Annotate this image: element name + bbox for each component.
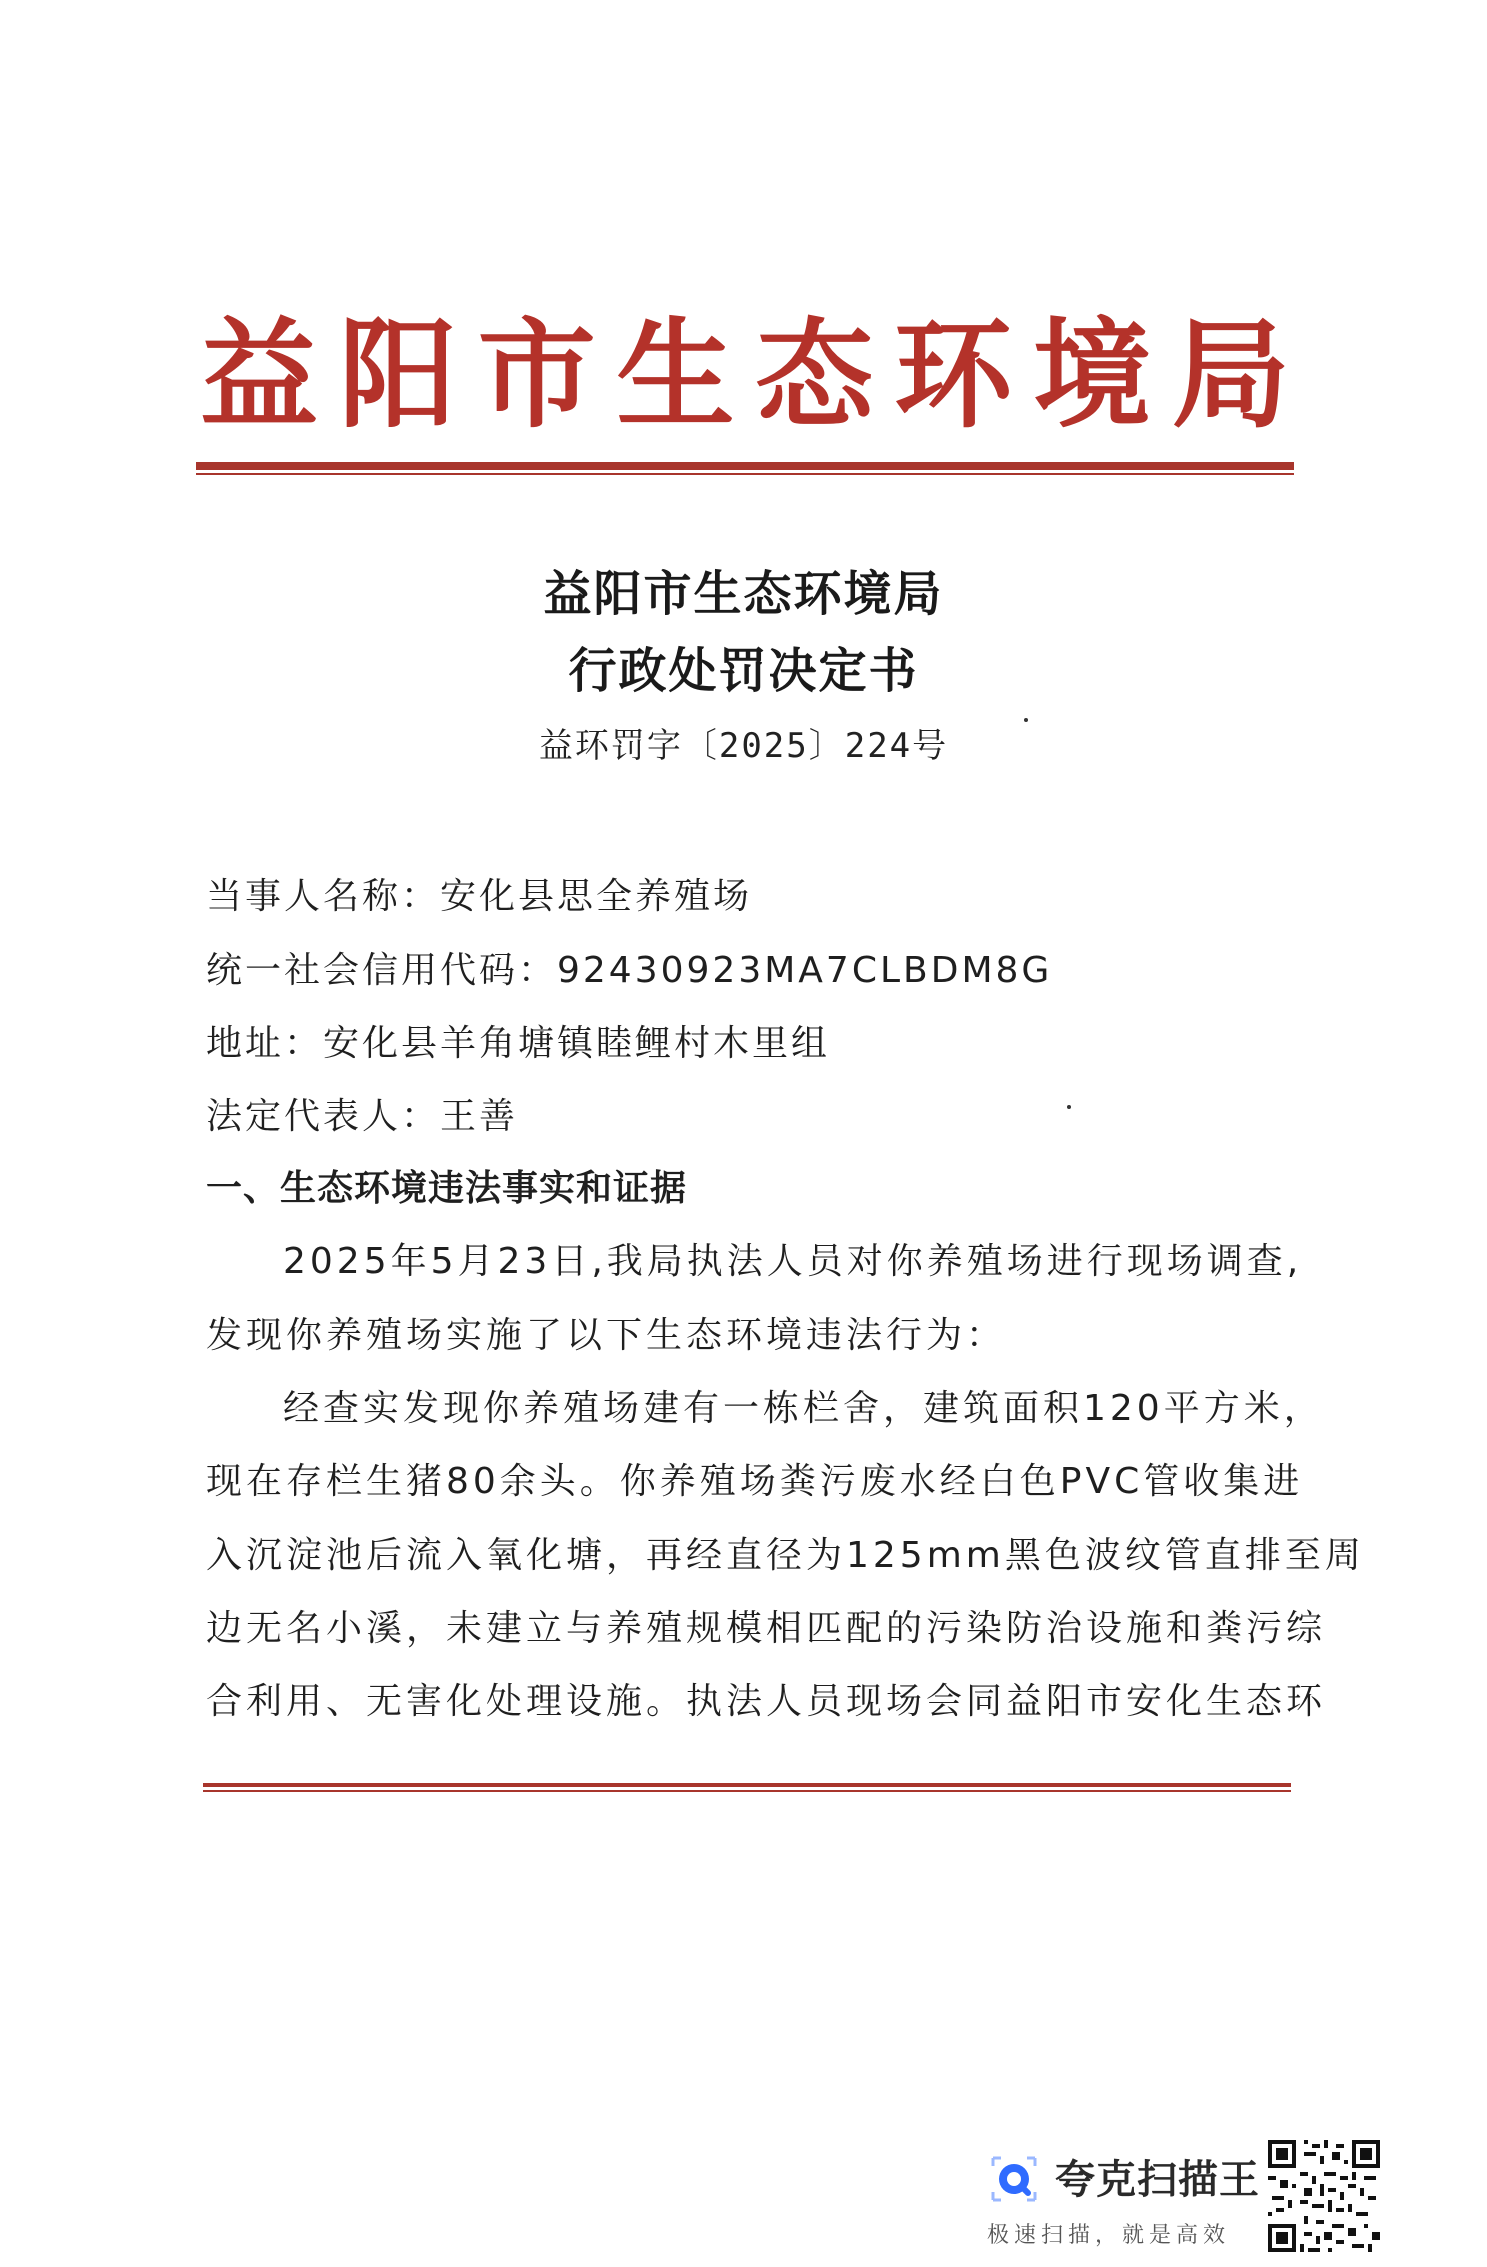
letterhead-char: 局: [1171, 305, 1290, 444]
letterhead-divider: [196, 462, 1294, 470]
document-title-line2: 行政处罚决定书: [568, 643, 919, 699]
paragraph-line: 合利用、无害化处理设施。执法人员现场会同益阳市安化生态环: [206, 1681, 1327, 1722]
letterhead-char: 环: [894, 305, 1013, 444]
document-number: 益环罚字〔2025〕224号: [538, 726, 949, 766]
quark-logo-icon: [985, 2150, 1043, 2208]
credit-code: 统一社会信用代码：92430923MA7CLBDM8G: [206, 950, 1053, 991]
qr-code-icon: [1268, 2140, 1380, 2252]
legal-representative: 法定代表人：王善: [206, 1096, 519, 1137]
paragraph-line: 经查实发现你养殖场建有一栋栏舍，建筑面积120平方米，: [283, 1388, 1324, 1429]
paragraph-line: 入沉淀池后流入氧化塘，再经直径为125mm黑色波纹管直排至周: [206, 1535, 1365, 1576]
paragraph-line: 发现你养殖场实施了以下生态环境违法行为：: [206, 1315, 1007, 1356]
letterhead-char: 生: [616, 305, 735, 444]
party-name: 当事人名称：安化县思全养殖场: [206, 876, 753, 917]
scan-speck: [1067, 1105, 1071, 1109]
document-title-line1: 益阳市生态环境局: [543, 566, 944, 622]
scan-speck: [1024, 718, 1028, 722]
scanner-slogan: 极速扫描，就是高效: [987, 2223, 1231, 2248]
scanner-watermark: [985, 2140, 1385, 2260]
party-address: 地址：安化县羊角塘镇睦鲤村木里组: [206, 1023, 831, 1064]
letterhead-char: 态: [755, 305, 874, 444]
paragraph-line: 现在存栏生猪80余头。你养殖场粪污废水经白色PVC管收集进: [206, 1461, 1304, 1502]
footer-divider-thin: [203, 1790, 1291, 1792]
letterhead-char: 阳: [338, 305, 457, 444]
letterhead-divider-thin: [196, 473, 1294, 475]
footer-divider: [203, 1783, 1291, 1787]
scanner-app-name: 夸克扫描王: [1055, 2157, 1260, 2203]
section-heading: 一、生态环境违法事实和证据: [206, 1168, 688, 1209]
letterhead-char: 市: [477, 305, 596, 444]
paragraph-line: 2025年5月23日,我局执法人员对你养殖场进行现场调查,: [283, 1241, 1303, 1282]
letterhead-char: 境: [1033, 305, 1152, 444]
paragraph-line: 边无名小溪，未建立与养殖规模相匹配的污染防治设施和粪污综: [206, 1608, 1327, 1649]
letterhead-char: 益: [200, 305, 319, 444]
letterhead: [200, 305, 1290, 445]
